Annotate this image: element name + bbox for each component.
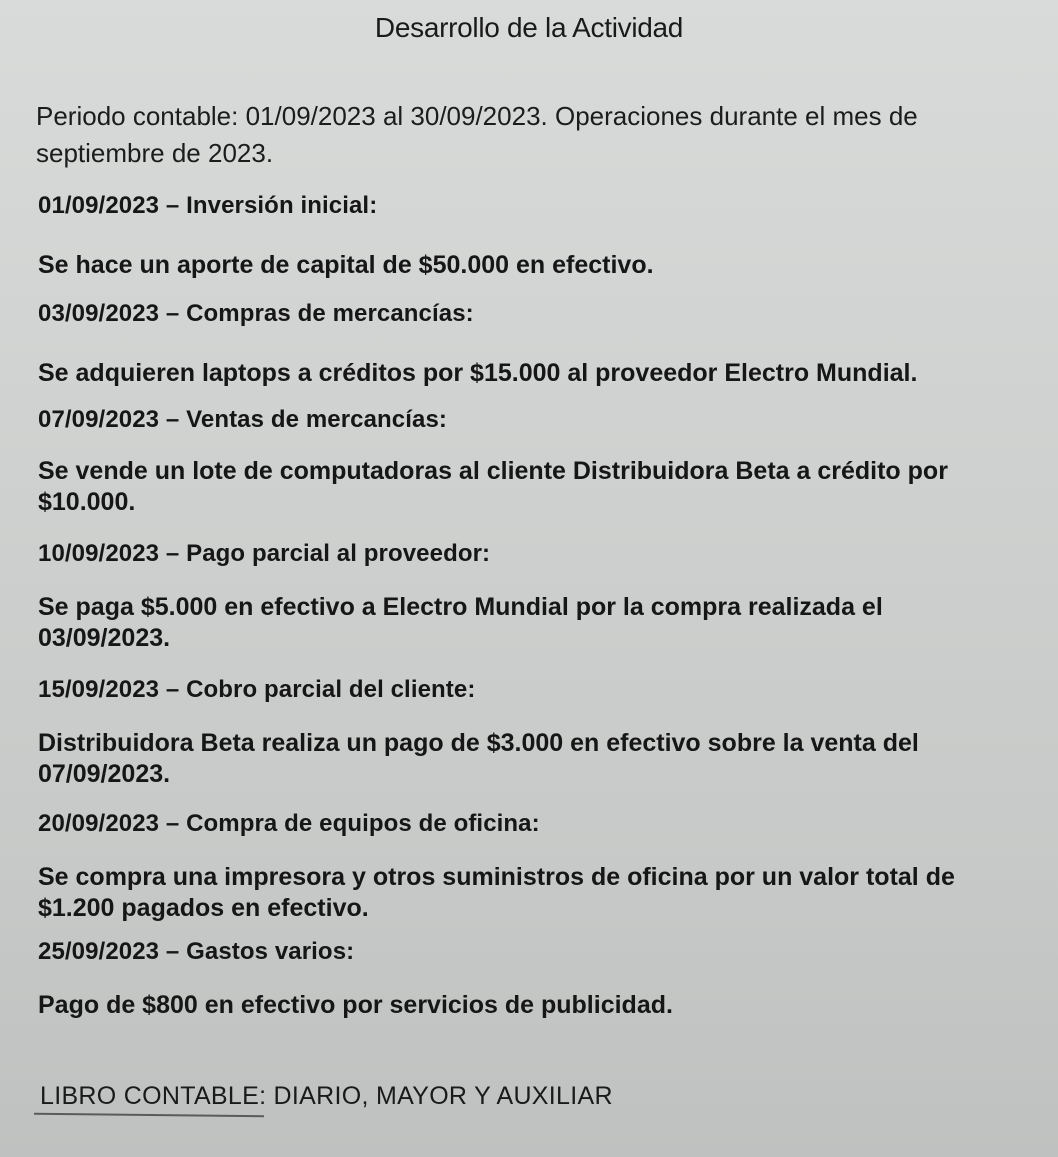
entry-body: Se vende un lote de computadoras al cliente Distribuidora Beta a crédito por $10.000. — [38, 457, 948, 516]
divider-line — [34, 1113, 264, 1117]
entry-heading: 01/09/2023 – Inversión inicial: — [38, 192, 378, 219]
accounting-period-intro: Periodo contable: 01/09/2023 al 30/09/2023. Operaciones durante el mes de septiembre de 2023. — [36, 101, 918, 168]
entry-heading: 20/09/2023 – Compra de equipos de oficina: — [38, 810, 540, 837]
document-title: Desarrollo de la Actividad — [374, 12, 684, 43]
entry-heading: 10/09/2023 – Pago parcial al proveedor: — [38, 540, 491, 567]
entry-heading: 15/09/2023 – Cobro parcial del cliente: — [38, 676, 476, 703]
entry-body: Se compra una impresora y otros suministros de oficina por un valor total de $1.200 pagados en efectivo. — [38, 863, 955, 922]
entry-body: Se adquieren laptops a créditos por $15.000 al proveedor Electro Mundial. — [38, 359, 918, 387]
entry-body: Distribuidora Beta realiza un pago de $3.000 en efectivo sobre la venta del 07/09/2023. — [38, 729, 919, 788]
entry-heading: 07/09/2023 – Ventas de mercancías: — [38, 406, 448, 433]
entry-body: Se paga $5.000 en efectivo a Electro Mundial por la compra realizada el 03/09/2023. — [38, 593, 883, 652]
entry-heading: 25/09/2023 – Gastos varios: — [38, 938, 355, 965]
entry-body: Se hace un aporte de capital de $50.000 en efectivo. — [38, 251, 654, 279]
entry-heading: 03/09/2023 – Compras de mercancías: — [38, 300, 474, 327]
ledger-section-title: LIBRO CONTABLE: DIARIO, MAYOR Y AUXILIAR — [40, 1082, 613, 1110]
entry-body: Pago de $800 en efectivo por servicios de publicidad. — [38, 991, 673, 1019]
